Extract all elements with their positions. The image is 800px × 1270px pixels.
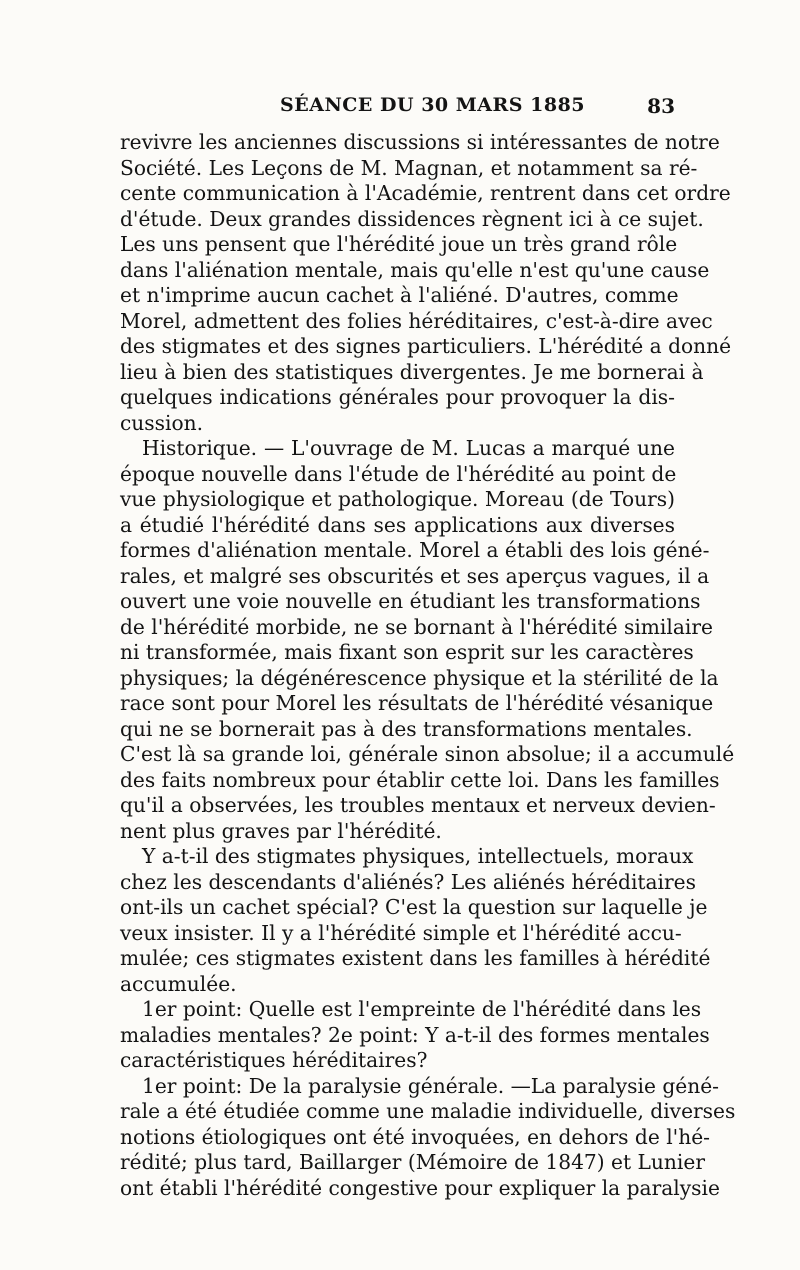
text-line: C'est là sa grande loi, générale sinon absolue; il a accumulé [120,742,735,766]
text-line: formes d'aliénation mentale. Morel a établi des lois géné- [120,538,710,562]
text-line: de l'hérédité morbide, ne se bornant à l'hérédité similaire [120,614,713,639]
text-line: cente communication à l'Académie, rentrent dans cet ordre [120,181,731,205]
text-line: des stigmates et des signes particuliers. L'hérédité a donné [120,334,732,358]
text-line: Y a-t-il des stigmates physiques, intellectuels, moraux [142,844,694,868]
text-line: notions étiologiques ont été invoquées, en dehors de l'hé- [120,1124,710,1149]
text-line: nent plus graves par l'hérédité. [120,818,442,843]
text-line: maladies mentales? 2e point: Y a-t-il des formes mentales [120,1022,710,1047]
text-line: veux insister. Il y a l'hérédité simple et l'hérédité accu- [120,920,682,945]
body-text [120,130,736,1201]
text-line: époque nouvelle dans l'étude de l'hérédité au point de [120,461,677,486]
text-line: quelques indications générales pour provoquer la dis- [120,385,675,409]
text-line: qui ne se bornerait pas à des transformations mentales. [120,716,693,741]
page-number: 83 [647,94,675,118]
text-line: accumulée. [120,971,237,996]
text-line: dans l'aliénation mentale, mais qu'elle n'est qu'une cause [120,257,710,282]
text-line: cussion. [120,410,204,435]
text-line: des faits nombreux pour établir cette loi. Dans les familles [120,767,720,792]
text-line: ont établi l'hérédité congestive pour expliquer la paralysie [120,1175,720,1200]
text-line: mulée; ces stigmates existent dans les familles à hérédité [120,946,711,970]
text-line: ouvert une voie nouvelle en étudiant les transformations [120,589,701,613]
text-line: caractéristiques héréditaires? [120,1048,428,1072]
text-line: et n'imprime aucun cachet à l'aliéné. D'autres, comme [120,283,679,307]
text-line: rale a été étudiée comme une maladie individuelle, diverses [120,1099,736,1123]
text-line: Société. Les Leçons de M. Magnan, et notamment sa ré- [120,155,698,180]
text-line: revivre les anciennes discussions si intéressantes de notre [120,130,720,154]
text-line: rédité; plus tard, Baillarger (Mémoire de 1847) et Lunier [120,1150,705,1174]
text-line: d'étude. Deux grandes dissidences règnent ici à ce sujet. [120,206,704,231]
text-line: Morel, admettent des folies héréditaires, c'est-à-dire avec [120,308,713,333]
text-line: rales, et malgré ses obscurités et ses aperçus vagues, il a [120,563,710,588]
running-title: SÉANCE DU 30 MARS 1885 [280,94,586,116]
text-line: Historique. — L'ouvrage de M. Lucas a marqué une [142,436,675,460]
text-line: 1er point: Quelle est l'empreinte de l'hérédité dans les [142,997,702,1021]
text-line: ni transformée, mais fixant son esprit sur les caractères [120,640,694,664]
text-line: Les uns pensent que l'hérédité joue un très grand rôle [120,232,678,256]
text-line: a étudié l'hérédité dans ses applications aux diverses [120,512,675,537]
text-line: race sont pour Morel les résultats de l'hérédité vésanique [120,691,714,715]
text-line: lieu à bien des statistiques divergentes. Je me bornerai à [120,359,704,384]
text-line: ont-ils un cachet spécial? C'est la question sur laquelle je [120,895,708,919]
text-line: physiques; la dégénérescence physique et la stérilité de la [120,665,719,690]
text-line: 1er point: De la paralysie générale. —La paralysie géné- [142,1073,719,1098]
text-line: vue physiologique et pathologique. Moreau (de Tours) [120,487,675,511]
text-line: chez les descendants d'aliénés? Les aliénés héréditaires [120,869,696,894]
text-line: qu'il a observées, les troubles mentaux et nerveux devien- [120,793,716,817]
page-header [120,94,675,124]
